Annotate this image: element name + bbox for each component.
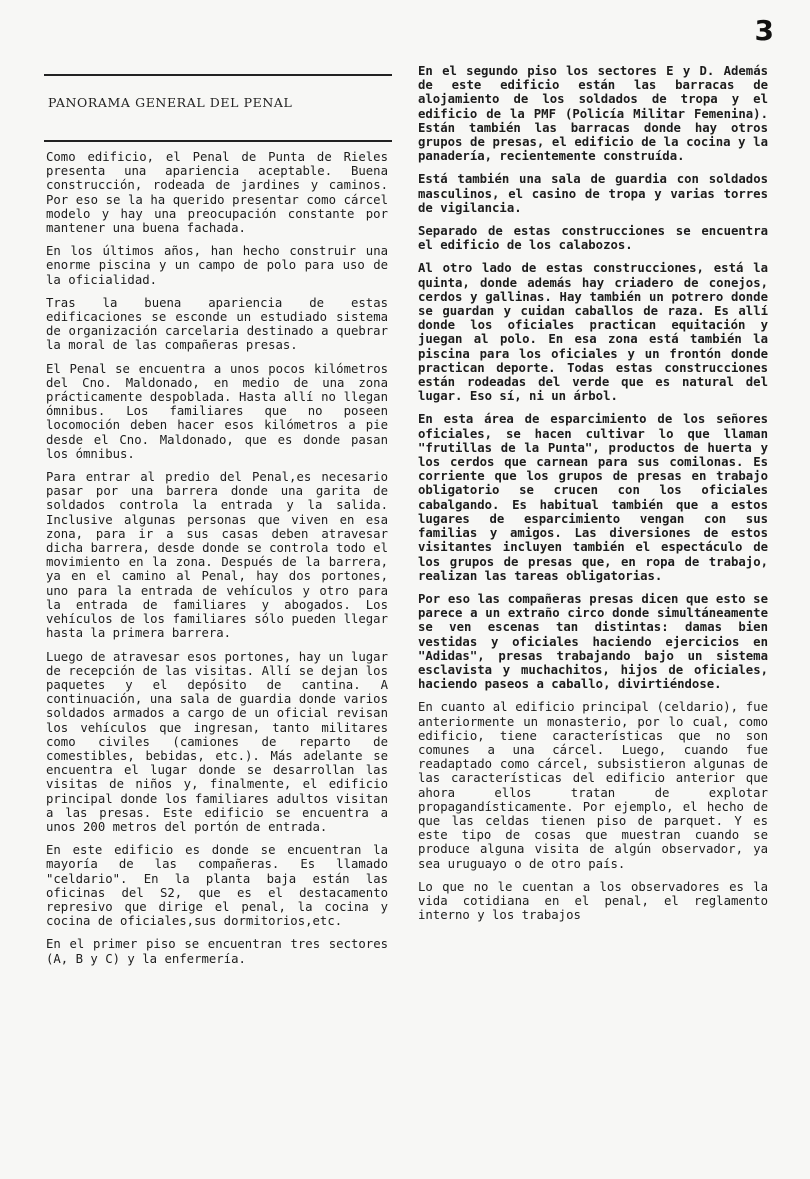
- paragraph: En esta área de esparcimiento de los señores oficiales, se hacen cultivar lo que llaman "frutillas de la Punta", productos de huerta y los cerdos que carnean para sus comilonas. Es corriente que los grupos de presas en trabajo obligatorio se crucen con los oficiales cabalgando. Es habitual también que a estos lugares de esparcimiento vengan con sus familias y amigos. Las diversiones de estos visitantes incluyen también el espectáculo de los grupos de presas que, en ropa de trabajo, realizan las tareas obligatorias.: [418, 412, 768, 583]
- right-column: [418, 64, 768, 931]
- paragraph: Como edificio, el Penal de Punta de Rieles presenta una apariencia aceptable. Buena construcción, rodeada de jardines y caminos. Por eso se la ha querido presentar como cárcel modelo y hay una preocupación constante por mantener una buena fachada.: [46, 150, 388, 236]
- paragraph: Separado de estas construcciones se encuentra el edificio de los calabozos.: [418, 224, 768, 253]
- left-column: [46, 150, 388, 975]
- paragraph: Tras la buena apariencia de estas edificaciones se esconde un estudiado sistema de organización carcelaria destinado a quebrar la moral de las compañeras presas.: [46, 295, 388, 353]
- page-number: 3: [754, 14, 774, 47]
- paragraph: En el primer piso se encuentran tres sectores (A, B y C) y la enfermería.: [46, 937, 388, 966]
- paragraph: Al otro lado de estas construcciones, está la quinta, donde además hay criadero de conejos, cerdos y gallinas. Hay también un potrero donde se guardan y cuidan caballos de raza. Es allí donde los oficiales practican equitación y juegan al polo. En esa zona está también la piscina para los oficiales y un frontón donde practican deporte. Todas estas construcciones están rodeadas del verde que es natural del lugar. Eso sí, ni un árbol.: [418, 261, 768, 404]
- paragraph: En cuanto al edificio principal (celdario), fue anteriormente un monasterio, por lo cual, como edificio, tiene características que no son comunes a una cárcel. Luego, cuando fue readaptado como cárcel, subsistieron algunas de las características del edificio anterior que ahora ellos tratan de explotar propagandísticamente. Por ejemplo, el hecho de que las celdas tienen piso de parquet. Y es este tipo de cosas que muestran cuando se produce alguna visita de algún observador, ya sea uruguayo o de otro país.: [418, 700, 768, 871]
- paragraph: Está también una sala de guardia con soldados masculinos, el casino de tropa y varias torres de vigilancia.: [418, 172, 768, 215]
- title-rule: [44, 140, 392, 142]
- top-rule: [44, 74, 392, 76]
- paragraph: Luego de atravesar esos portones, hay un lugar de recepción de las visitas. Allí se dejan los paquetes y el depósito de cantina. A continuación, una sala de guardia donde varios soldados armados a cargo de un oficial revisan los vehículos que ingresan, tanto militares como civiles (camiones de reparto de comestibles, bebidas, etc.). Más adelante se encuentra el lugar donde se desarrollan las visitas de niños y, finalmente, el edificio principal donde los familiares adultos visitan a las presas. Este edificio se encuentra a unos 200 metros del portón de entrada.: [46, 649, 388, 834]
- paragraph: Lo que no le cuentan a los observadores es la vida cotidiana en el penal, el reglamento interno y los trabajos: [418, 879, 768, 923]
- paragraph: En este edificio es donde se encuentran la mayoría de las compañeras. Es llamado "celdario". En la planta baja están las oficinas del S2, que es el destacamento represivo que dirige el penal, la cocina y cocina de oficiales,sus dormitorios,etc.: [46, 843, 388, 929]
- paragraph: Por eso las compañeras presas dicen que esto se parece a un extraño circo donde simultáneamente se ven escenas tan distintas: damas bien vestidas y oficiales haciendo ejercicios en "Adidas", presas trabajando bajo un sistema esclavista y muchachitos, hijos de oficiales, haciendo paseos a caballo, divirtiéndose.: [418, 591, 768, 692]
- paragraph: En el segundo piso los sectores E y D. Además de este edificio están las barracas de alojamiento de los soldados de tropa y el edificio de la PMF (Policía Militar Femenina). Están también las barracas donde hay otros grupos de presas, el edificio de la cocina y la panadería, recientemente construída.: [418, 64, 768, 164]
- paragraph: En los últimos años, han hecho construir una enorme piscina y un campo de polo para uso de la oficialidad.: [46, 244, 388, 287]
- paragraph: Para entrar al predio del Penal,es necesario pasar por una barrera donde una garita de soldados controla la entrada y la salida. Inclusive algunas personas que viven en esa zona, para ir a sus casas deben atravesar dicha barrera, desde donde se controla todo el movimiento en la zona. Después de la barrera, ya en el camino al Penal, hay dos portones, uno para la entrada de vehículos y otro para la entrada de familiares y abogados. Los vehículos de los familiares sólo pueden llegar hasta la primera barrera.: [46, 470, 388, 641]
- paragraph: El Penal se encuentra a unos pocos kilómetros del Cno. Maldonado, en medio de una zona prácticamente despoblada. Hasta allí no llegan ómnibus. Los familiares que no poseen locomoción deben hacer esos kilómetros a pie desde el Cno. Maldonado, que es donde pasan los ómnibus.: [46, 361, 388, 461]
- section-title: PANORAMA GENERAL DEL PENAL: [48, 95, 293, 110]
